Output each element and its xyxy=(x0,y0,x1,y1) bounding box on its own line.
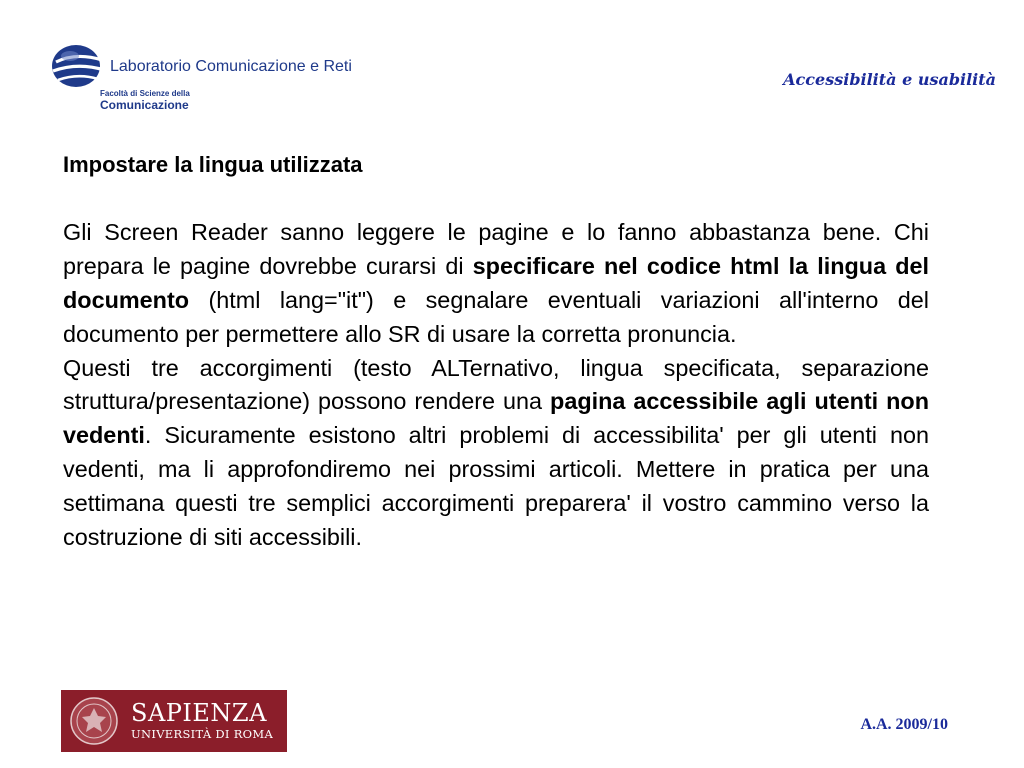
paragraph-language xyxy=(63,216,929,351)
paragraph-text: Questi tre accorgimenti (testo ALTernativo, lingua specificata, separazione struttura/presentazione) possono rendere una xyxy=(63,354,929,415)
faculty-line2: Comunicazione xyxy=(100,98,189,112)
paragraph-text: (html lang="it") e segnalare eventuali variazioni all'interno del documento per permettere allo SR di usare la corretta pronuncia. xyxy=(63,286,929,347)
sapienza-seal-icon xyxy=(69,696,119,746)
course-title: Accessibilità e usabilità xyxy=(783,70,996,89)
section-heading: Impostare la lingua utilizzata xyxy=(63,152,363,177)
university-name-main: SAPIENZA xyxy=(131,699,267,728)
lab-name: Laboratorio Comunicazione e Reti xyxy=(110,58,352,75)
university-name-sub: UNIVERSITÀ DI ROMA xyxy=(131,727,274,742)
globe-icon xyxy=(50,42,106,92)
emphasis-text: pagina accessibile agli utenti non vedenti xyxy=(63,388,929,449)
lab-logo xyxy=(50,42,450,122)
university-name xyxy=(131,701,273,741)
slide-content xyxy=(63,152,929,554)
academic-year: A.A. 2009/10 xyxy=(860,716,948,733)
paragraph-text: Gli Screen Reader sanno leggere le pagine e lo fanno abbastanza bene. Chi prepara le pagine dovrebbe curarsi di xyxy=(63,219,929,280)
faculty-line1: Facoltà di Scienze della xyxy=(100,89,190,98)
faculty-name xyxy=(100,90,190,111)
paragraph-text: . Sicuramente esistono altri problemi di accessibilita' per gli utenti non vedenti, ma li approfondiremo nei prossimi articoli. Mettere in pratica per una settimana questi tre semplici accorgimenti preparera' il vostro cammino verso la costruzione di siti accessibili. xyxy=(63,422,929,550)
paragraph-accessibility xyxy=(63,352,929,555)
emphasis-text: specificare nel codice html la lingua del documento xyxy=(63,253,929,313)
university-logo xyxy=(61,690,287,752)
